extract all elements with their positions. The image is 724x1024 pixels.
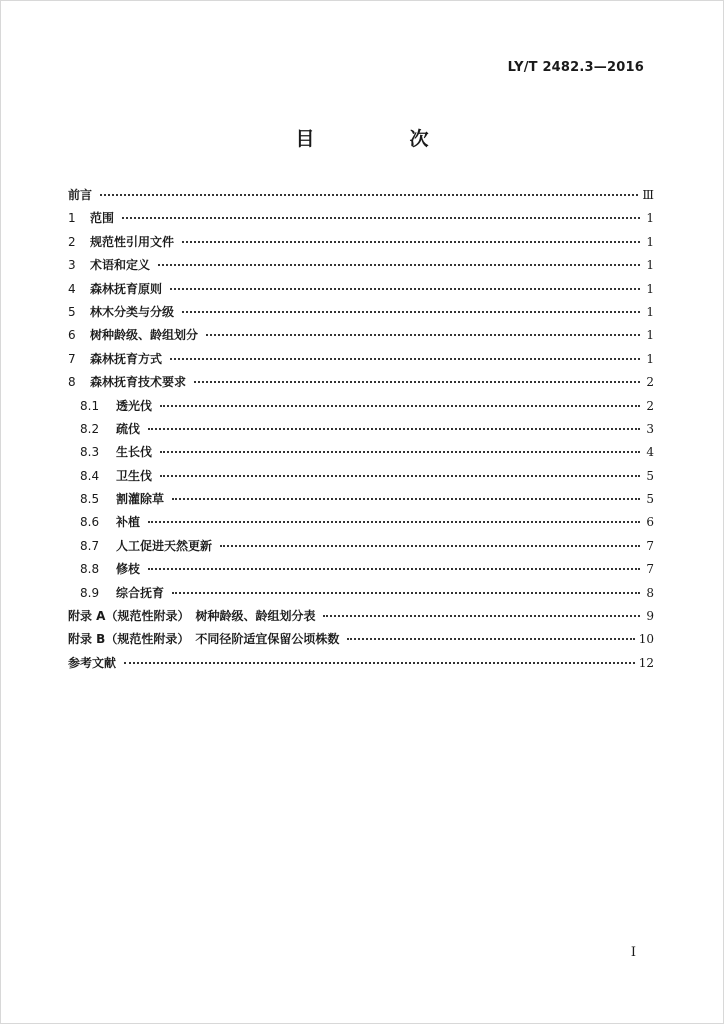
toc-entry[interactable] [68, 535, 654, 558]
toc-entry-number: 8.2 [80, 421, 100, 436]
toc-entry[interactable] [68, 465, 654, 488]
toc-entry-label: 补植 [116, 515, 141, 530]
toc-entry[interactable] [68, 301, 654, 324]
toc-entry-label: 前言 [68, 188, 93, 202]
toc-entry-number: 8.5 [80, 492, 100, 507]
toc-entry[interactable] [68, 348, 654, 371]
toc-leader-dots [170, 358, 640, 360]
toc-entry-page: 7 [646, 562, 654, 577]
toc-entry-number: 8.1 [80, 398, 100, 413]
toc-entry-number: 4 [68, 281, 76, 296]
toc-leader-dots [100, 194, 638, 196]
toc-leader-dots [158, 264, 640, 266]
toc-leader-dots [323, 615, 640, 617]
toc-leader-dots [170, 288, 640, 290]
toc-entry-page: 3 [646, 421, 654, 436]
toc-entry-page: 1 [646, 304, 654, 319]
toc-entry-label: 生长伐 [116, 445, 153, 460]
toc-entry[interactable] [68, 184, 654, 207]
toc-entry[interactable] [68, 628, 654, 651]
toc-entry[interactable] [68, 231, 654, 254]
toc-entry-number: 1 [68, 211, 76, 226]
toc-leader-dots [172, 498, 640, 500]
toc-leader-dots [160, 475, 640, 477]
toc-entry-number: 7 [68, 351, 76, 366]
toc-entry-number: 3 [68, 258, 76, 273]
toc-entry-number: 8.9 [80, 585, 100, 600]
toc-entry[interactable] [68, 371, 654, 394]
toc-entry-page: 1 [646, 211, 654, 226]
toc-entry-page: 1 [646, 258, 654, 273]
toc-leader-dots [160, 405, 640, 407]
toc-entry-page: 1 [646, 234, 654, 249]
toc-leader-dots [148, 428, 640, 430]
toc-entry-label: 术语和定义 [90, 258, 151, 273]
toc-entry-page: 1 [646, 328, 654, 343]
toc-leader-dots [148, 568, 640, 570]
toc-entry-page: 2 [646, 375, 654, 390]
toc-entry-page: 1 [646, 281, 654, 296]
toc-entry-label: 森林抚育方式 [90, 351, 163, 366]
toc-entry[interactable] [68, 324, 654, 347]
toc-leader-dots [194, 381, 640, 383]
toc-entry-label: 透光伐 [116, 398, 153, 413]
toc-entry-label: 森林抚育原则 [90, 281, 163, 296]
page-number: I [630, 945, 636, 960]
toc-entry-label: 树种龄级、龄组划分 [90, 328, 199, 343]
toc-entry-page: 9 [646, 609, 654, 624]
toc-leader-dots [220, 545, 640, 547]
toc-leader-dots [122, 217, 640, 219]
toc-entry-number: 8 [68, 375, 76, 390]
toc-entry-number: 8.3 [80, 445, 100, 460]
toc-entry-number: 5 [68, 304, 76, 319]
table-of-contents [68, 184, 654, 675]
toc-entry-page: 2 [646, 398, 654, 413]
toc-entry-number: 6 [68, 328, 76, 343]
toc-entry-label: 附录 B（规范性附录） 不同径阶适宜保留公顷株数 [68, 632, 340, 647]
toc-entry-label: 林木分类与分级 [90, 304, 175, 319]
toc-entry-number: 8.6 [80, 515, 100, 530]
toc-entry-label: 修枝 [116, 562, 141, 577]
toc-entry-label: 范围 [90, 211, 115, 226]
toc-entry[interactable] [68, 488, 654, 511]
toc-entry[interactable] [68, 254, 654, 277]
toc-entry-number: 8.7 [80, 538, 100, 553]
toc-entry-label: 森林抚育技术要求 [90, 375, 187, 390]
toc-entry-page: Ⅲ [642, 188, 654, 202]
toc-entry[interactable] [68, 278, 654, 301]
toc-entry-page: 10 [638, 632, 654, 647]
toc-entry-label: 割灌除草 [116, 492, 165, 507]
toc-leader-dots [124, 662, 635, 664]
toc-entry[interactable] [68, 418, 654, 441]
toc-leader-dots [206, 334, 640, 336]
toc-entry[interactable] [68, 441, 654, 464]
standard-code: LY/T 2482.3—2016 [507, 60, 644, 75]
toc-leader-dots [182, 241, 640, 243]
toc-entry-page: 1 [646, 351, 654, 366]
toc-entry-label: 附录 A（规范性附录） 树种龄级、龄组划分表 [68, 609, 316, 624]
toc-entry-page: 7 [646, 538, 654, 553]
toc-entry-page: 5 [646, 492, 654, 507]
toc-leader-dots [347, 638, 634, 640]
toc-entry[interactable] [68, 558, 654, 581]
toc-leader-dots [148, 521, 640, 523]
toc-entry-label: 规范性引用文件 [90, 234, 175, 249]
toc-entry[interactable] [68, 511, 654, 534]
toc-entry[interactable] [68, 652, 654, 675]
toc-entry-number: 8.4 [80, 468, 100, 483]
toc-entry-label: 人工促进天然更新 [116, 538, 213, 553]
toc-entry-label: 参考文献 [68, 655, 117, 670]
toc-leader-dots [160, 451, 640, 453]
toc-entry[interactable] [68, 207, 654, 230]
toc-entry[interactable] [68, 605, 654, 628]
toc-entry-number: 8.8 [80, 562, 100, 577]
toc-entry-number: 2 [68, 234, 76, 249]
toc-entry-page: 8 [646, 585, 654, 600]
toc-entry-label: 卫生伐 [116, 468, 153, 483]
toc-entry[interactable] [68, 395, 654, 418]
toc-entry-page: 5 [646, 468, 654, 483]
toc-entry-label: 疏伐 [116, 421, 141, 436]
toc-entry-page: 12 [638, 655, 654, 670]
toc-leader-dots [172, 592, 640, 594]
page-title: 目 次 [295, 128, 467, 150]
toc-entry[interactable] [68, 582, 654, 605]
toc-leader-dots [182, 311, 640, 313]
toc-entry-page: 4 [646, 445, 654, 460]
toc-entry-page: 6 [646, 515, 654, 530]
toc-entry-label: 综合抚育 [116, 585, 165, 600]
